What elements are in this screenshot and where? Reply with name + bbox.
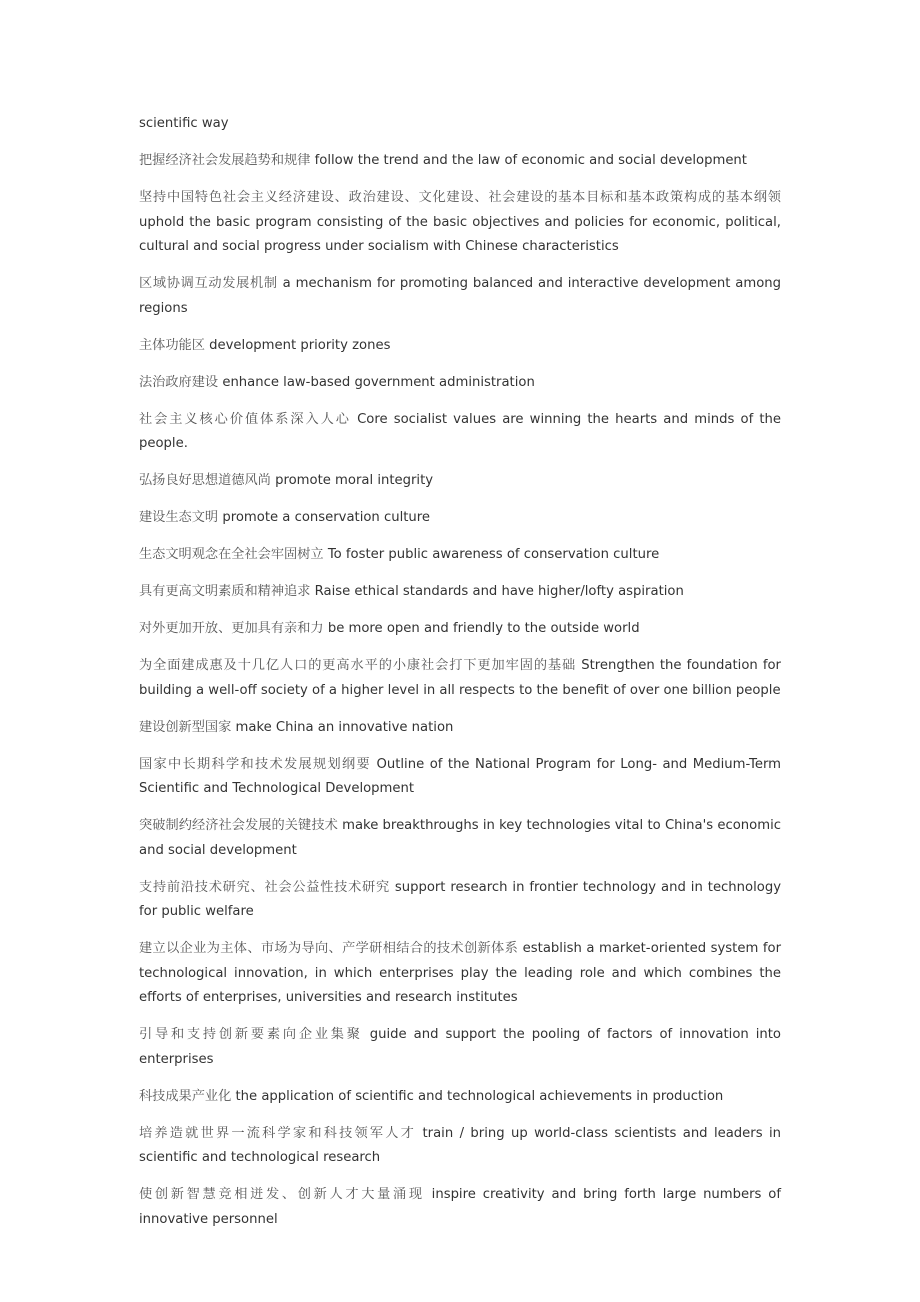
- entry-chinese: 法治政府建设: [139, 374, 219, 390]
- entry-english: Core socialist values are winning the hearts and minds of the people.: [139, 411, 782, 451]
- entry-english: follow the trend and the law of economic and social development: [314, 153, 747, 168]
- entry-chinese: 把握经济社会发展趋势和规律: [139, 153, 311, 168]
- entry-english: the application of scientific and technological achievements in production: [235, 1088, 724, 1104]
- entry-english: promote moral integrity: [275, 473, 434, 488]
- glossary-entry: [139, 876, 781, 925]
- glossary-entry: [139, 814, 781, 863]
- entry-english: make breakthroughs in key technologies vital to China's economic and social development: [139, 818, 781, 858]
- entry-english: establish a market-oriented system for technological innovation, in which enterprises play the leading role and which combines the efforts of enterprises, universities and research institutes: [139, 941, 781, 1005]
- entry-chinese: 国家中长期科学和技术发展规划纲要: [139, 756, 371, 772]
- entry-chinese: 对外更加开放、更加具有亲和力: [139, 621, 324, 636]
- entry-chinese: 培养造就世界一流科学家和科技领军人才: [139, 1125, 417, 1141]
- glossary-entry: [139, 580, 781, 605]
- entry-chinese: 坚持中国特色社会主义经济建设、政治建设、文化建设、社会建设的基本目标和基本政策构成的基本纲领: [139, 190, 781, 205]
- entry-english: support research in frontier technology and in technology for public welfare: [139, 879, 782, 919]
- glossary-entry: [139, 1023, 781, 1072]
- glossary-entry: [139, 186, 781, 260]
- entry-english: a mechanism for promoting balanced and interactive development among regions: [139, 276, 781, 316]
- entry-english: train / bring up world-class scientists and leaders in scientific and technological research: [139, 1125, 781, 1165]
- entry-english: inspire creativity and bring forth large numbers of innovative personnel: [139, 1187, 781, 1227]
- glossary-document: [139, 112, 781, 1245]
- entry-chinese: 建设生态文明: [139, 510, 219, 525]
- entry-english: scientific way: [139, 116, 229, 131]
- entry-chinese: 主体功能区: [139, 337, 205, 353]
- entry-english: Outline of the National Program for Long- and Medium-Term Scientific and Technological Development: [139, 756, 782, 796]
- entry-english: development priority zones: [209, 337, 391, 353]
- entry-chinese: 为全面建成惠及十几亿人口的更高水平的小康社会打下更加牢固的基础: [139, 658, 577, 673]
- glossary-entry: [139, 408, 781, 457]
- entry-english: Raise ethical standards and have higher/lofty aspiration: [314, 584, 684, 599]
- entry-chinese: 社会主义核心价值体系深入人心: [139, 411, 351, 427]
- glossary-entry: [139, 149, 781, 174]
- entry-chinese: 具有更高文明素质和精神追求: [139, 584, 311, 599]
- glossary-entry: [139, 753, 781, 802]
- glossary-entry: [139, 1085, 781, 1110]
- glossary-entry: [139, 371, 781, 396]
- entry-chinese: 科技成果产业化: [139, 1088, 232, 1104]
- glossary-entry: [139, 937, 781, 1011]
- entry-english: guide and support the pooling of factors of innovation into enterprises: [139, 1027, 781, 1067]
- entry-chinese: 建立以企业为主体、市场为导向、产学研相结合的技术创新体系: [139, 941, 519, 956]
- entry-chinese: 建设创新型国家: [139, 719, 232, 735]
- glossary-entry: [139, 112, 781, 137]
- entry-chinese: 区域协调互动发展机制: [139, 276, 278, 291]
- glossary-entry: [139, 1122, 781, 1171]
- entry-english: make China an innovative nation: [235, 719, 454, 735]
- entry-english: To foster public awareness of conservation culture: [327, 547, 660, 562]
- glossary-entry: [139, 716, 781, 741]
- entry-chinese: 弘扬良好思想道德风尚: [139, 473, 271, 488]
- glossary-entry: [139, 469, 781, 494]
- entry-chinese: 突破制约经济社会发展的关键技术: [139, 818, 338, 833]
- entry-english: Strengthen the foundation for building a well-off society of a higher level in all respects to the benefit of over one billion people: [139, 658, 781, 698]
- entry-chinese: 引导和支持创新要素向企业集聚: [139, 1027, 363, 1042]
- entry-chinese: 使创新智慧竞相迸发、创新人才大量涌现: [139, 1187, 425, 1202]
- entry-english: uphold the basic program consisting of the basic objectives and policies for economic, political, cultural and social progress under socialism with Chinese characteristics: [139, 214, 781, 254]
- entry-chinese: 支持前沿技术研究、社会公益性技术研究: [139, 879, 390, 895]
- entry-english: be more open and friendly to the outside world: [327, 621, 640, 636]
- entry-english: promote a conservation culture: [222, 510, 431, 525]
- glossary-entry: [139, 334, 781, 359]
- glossary-entry: [139, 272, 781, 321]
- glossary-entry: [139, 617, 781, 642]
- entry-chinese: 生态文明观念在全社会牢固树立: [139, 547, 324, 562]
- glossary-entry: [139, 654, 781, 703]
- glossary-entry: [139, 1183, 781, 1232]
- glossary-entry: [139, 543, 781, 568]
- entry-english: enhance law-based government administration: [222, 374, 535, 390]
- glossary-entry: [139, 506, 781, 531]
